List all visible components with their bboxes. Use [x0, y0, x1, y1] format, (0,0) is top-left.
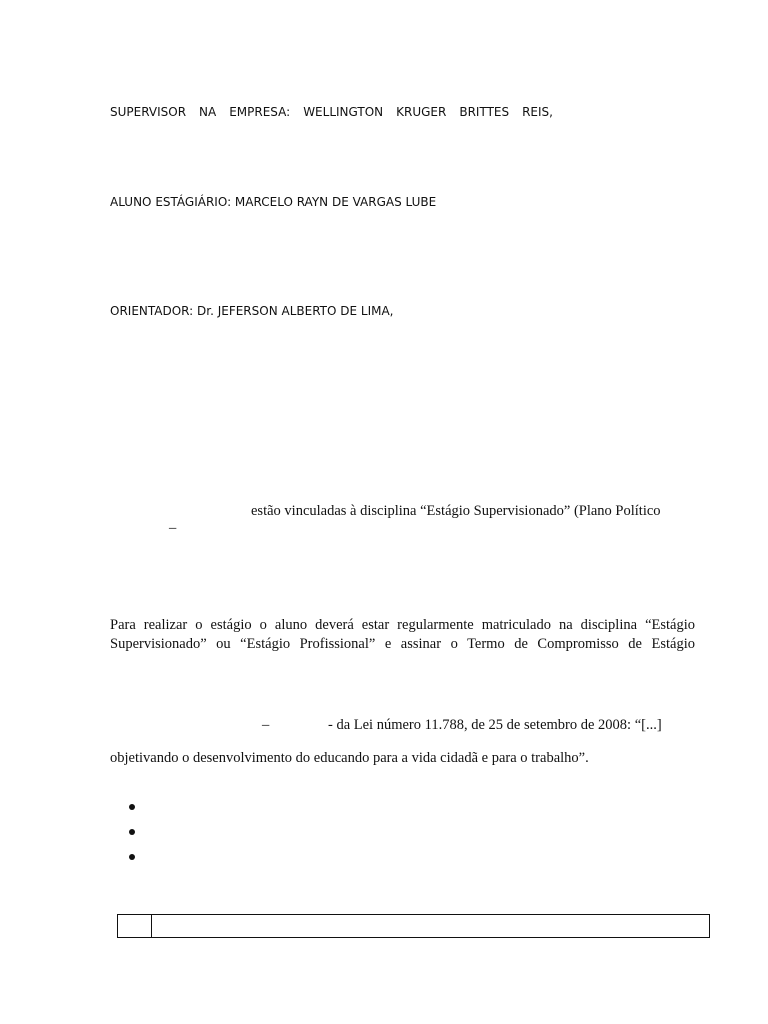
bullet-item: [129, 829, 137, 837]
vinculadas-text: estão vinculadas à disciplina “Estágio Supervisionado” (Plano Político: [251, 503, 661, 519]
bullet-item: [129, 804, 137, 812]
paragraph-line: Para realizar o estágio o aluno deverá estar regularmente matriculado na disciplina “Estágio: [110, 617, 695, 633]
supervisor-word: BRITTES: [459, 105, 510, 119]
lei-text: - da Lei número 11.788, de 25 de setembro de 2008: “[...]: [328, 717, 662, 733]
supervisor-word: REIS,: [522, 105, 553, 119]
supervisor-word: EMPRESA:: [229, 105, 291, 119]
table: [117, 914, 710, 938]
objetivando-line: objetivando o desenvolvimento do educando para a vida cidadã e para o trabalho”.: [110, 750, 589, 766]
supervisor-word: SUPERVISOR: [110, 105, 187, 119]
supervisor-word: NA: [199, 105, 217, 119]
dash-mark: –: [169, 520, 177, 536]
supervisor-line: [110, 105, 553, 119]
supervisor-word: WELLINGTON: [303, 105, 384, 119]
orientador-line: ORIENTADOR: Dr. JEFERSON ALBERTO DE LIMA,: [110, 304, 394, 318]
paragraph-line: Supervisionado” ou “Estágio Profissional” e assinar o Termo de Compromisso de Estágio: [110, 636, 695, 652]
supervisor-word: KRUGER: [396, 105, 447, 119]
dash-mark: –: [262, 717, 270, 733]
table-cell: [118, 915, 152, 937]
bullet-item: [129, 854, 137, 862]
aluno-line: ALUNO ESTÁGIÁRIO: MARCELO RAYN DE VARGAS LUBE: [110, 195, 437, 209]
